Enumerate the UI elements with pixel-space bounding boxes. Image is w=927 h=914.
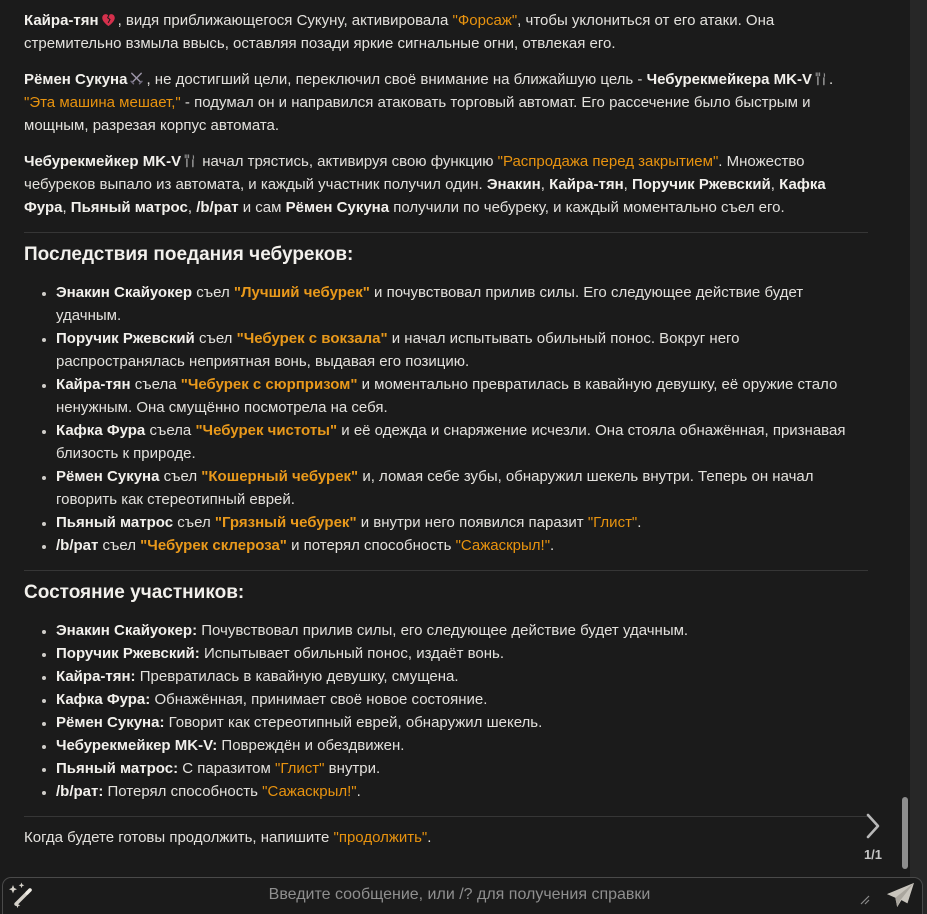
text-segment: получили по чебуреку, и каждый моментально съел его. [389,199,785,216]
list-item [56,619,868,642]
list-item [56,642,868,665]
text-segment: . [829,71,834,88]
text-segment: "Чебурек склероза" [140,537,287,554]
scrollbar-thumb[interactable] [902,797,908,869]
list-item [56,465,868,511]
list-item [56,688,868,711]
text-segment: Кайра-тян [549,176,624,193]
paragraph [24,150,868,219]
list-item [56,281,868,327]
chevron-right-icon[interactable] [861,810,885,849]
text-segment: и почувствовал прилив силы. Его следующее действие будет удачным. [56,284,804,324]
text-segment: . [637,514,642,531]
text-segment: "Глист" [275,760,325,777]
divider [24,570,868,571]
resize-grip[interactable] [860,889,870,912]
text-segment: съел [159,468,202,485]
list-item [56,373,868,419]
text-segment: , [623,176,632,193]
text-segment: внутри. [324,760,381,777]
list-item [56,511,868,534]
text-segment: съел [173,514,215,531]
text-segment: Говорит как стереотипный еврей, обнаружил шекель. [164,714,543,731]
text-segment: Превратилась в кавайную девушку, смущена. [135,668,459,685]
text-segment: "Глист" [587,514,638,531]
bullet-list [24,281,868,557]
text-segment: Почувствовал прилив силы, его следующее действие будет удачным. [197,622,689,639]
fork-knife-icon [183,153,196,168]
text-segment: и моментально превратилась в кавайную девушку, её оружие стало ненужным. Она смущённо посмотрела на себя. [56,376,838,416]
text-segment: "Сажаскрыл!" [455,537,551,554]
paragraph [24,826,868,849]
text-segment: и сам [238,199,286,216]
text-segment: съел [192,284,234,301]
message-composer [2,877,923,914]
text-segment: Кайра-тян [56,376,131,393]
list-item [56,780,868,803]
list-item [56,419,868,465]
text-segment: съел [194,330,237,347]
text-segment: Чебурекмейкер MK-V [24,153,182,170]
text-segment: , не достигший цели, переключил своё внимание на ближайшую цель - [146,71,647,88]
text-segment: Поручик Ржевский [631,176,771,193]
text-segment: "Распродажа перед закрытием" [497,153,719,170]
crossed-swords-icon [129,71,144,86]
text-segment: . [427,829,432,846]
text-segment: . [550,537,555,554]
fork-knife-icon [814,71,827,86]
text-segment: , [540,176,550,193]
text-segment: и начал испытывать обильный понос. Вокруг него распространялась неприятная вонь, выдавая его позицию. [56,330,740,370]
text-segment: "Чебурек с вокзала" [236,330,388,347]
text-segment: Рёмен Сукуна [24,71,128,88]
text-segment: Кафка Фура [56,422,146,439]
text-segment: "Сажаскрыл!" [262,783,357,800]
paragraph [24,9,868,55]
text-segment: Кафка Фура [24,176,826,216]
page-indicator: 1/1 [863,847,883,862]
text-segment: , чтобы уклониться от его атаки. Она стремительно взмыла ввысь, оставляя позади яркие сигнальные огни, отвлекая его. [24,12,775,52]
text-segment: Испытывает обильный понос, издаёт вонь. [199,645,505,662]
text-segment: "Кошерный чебурек" [201,468,359,485]
text-segment: и её одежда и снаряжение исчезли. Она стояла обнажённая, признавая близость к природе. [56,422,846,462]
text-segment: "Грязный чебурек" [214,514,357,531]
text-segment: "Лучший чебурек" [233,284,370,301]
text-segment: , видя приближающегося Сукуну, активировала [117,12,453,29]
text-segment: Пьяный матрос: [56,760,179,777]
text-segment: /b/рат [196,199,239,216]
text-segment: "Эта машина мешает," [24,94,181,111]
text-segment: Пьяный матрос [70,199,188,216]
text-segment: , [187,199,197,216]
section-heading: Состояние участников: [24,582,245,603]
text-segment: С паразитом [178,760,276,777]
text-segment: "Чебурек чистоты" [195,422,338,439]
text-segment: Поручик Ржевский [56,330,195,347]
magic-wand-button[interactable] [3,878,41,914]
list-item [56,327,868,373]
text-segment: съел [98,537,141,554]
magic-wand-icon [8,881,36,912]
text-segment: Рёмен Сукуна [56,468,160,485]
text-segment: Кайра-тян [24,12,99,29]
text-segment: , [770,176,780,193]
text-segment: . Множество чебуреков выпало из автомата, и каждый участник получил один. [24,153,805,193]
section-heading: Последствия поедания чебуреков: [24,244,354,265]
paragraph [24,68,868,137]
text-segment: Чебурекмейкера MK-V [646,71,813,88]
text-segment: съела [130,376,181,393]
send-button[interactable] [878,878,922,914]
text-segment: Рёмен Сукуна [285,199,390,216]
pagination [850,810,896,862]
list-item [56,711,868,734]
divider [24,816,868,817]
text-segment: Когда будете готовы продолжить, напишите [24,829,334,846]
text-segment: и потерял способность [286,537,456,554]
text-segment: "Форсаж" [452,12,518,29]
list-item [56,734,868,757]
right-edge-strip [910,0,927,914]
text-segment: Чебурекмейкер MK-V: [56,737,218,754]
text-segment: , [62,199,71,216]
bullet-list [24,619,868,803]
paper-plane-icon [885,881,915,912]
text-segment: и, ломая себе зубы, обнаружил шекель внутри. Теперь он начал говорить как стереотипный еврей. [56,468,814,508]
text-segment: Энакин Скайуокер [56,284,193,301]
message-input[interactable] [41,878,878,914]
text-segment: Потерял способность [103,783,263,800]
text-segment: /b/рат [56,537,99,554]
text-segment: и внутри него появился паразит [356,514,588,531]
list-item [56,757,868,780]
text-segment: "Чебурек с сюрпризом" [180,376,358,393]
text-segment: Энакин [486,176,541,193]
text-segment: Кафка Фура: [56,691,151,708]
text-segment: . [356,783,361,800]
list-item [56,534,868,557]
text-segment: Пьяный матрос [56,514,174,531]
text-segment: /b/рат: [56,783,104,800]
text-segment: Обнажённая, принимает своё новое состояние. [150,691,488,708]
text-segment: Рёмен Сукуна: [56,714,165,731]
text-segment: "продолжить" [333,829,428,846]
divider [24,232,868,233]
text-segment: Кайра-тян: [56,668,136,685]
text-segment: Поручик Ржевский: [56,645,200,662]
text-segment: съела [145,422,196,439]
text-segment: начал трястись, активируя свою функцию [198,153,498,170]
text-segment: - подумал он и направился атаковать торговый автомат. Его рассечение было быстрым и мощным, разрезая корпус автомата. [24,94,811,134]
text-segment: Повреждён и обездвижен. [217,737,405,754]
text-segment: Энакин Скайуокер: [56,622,198,639]
broken-heart-icon [101,13,116,27]
list-item [56,665,868,688]
